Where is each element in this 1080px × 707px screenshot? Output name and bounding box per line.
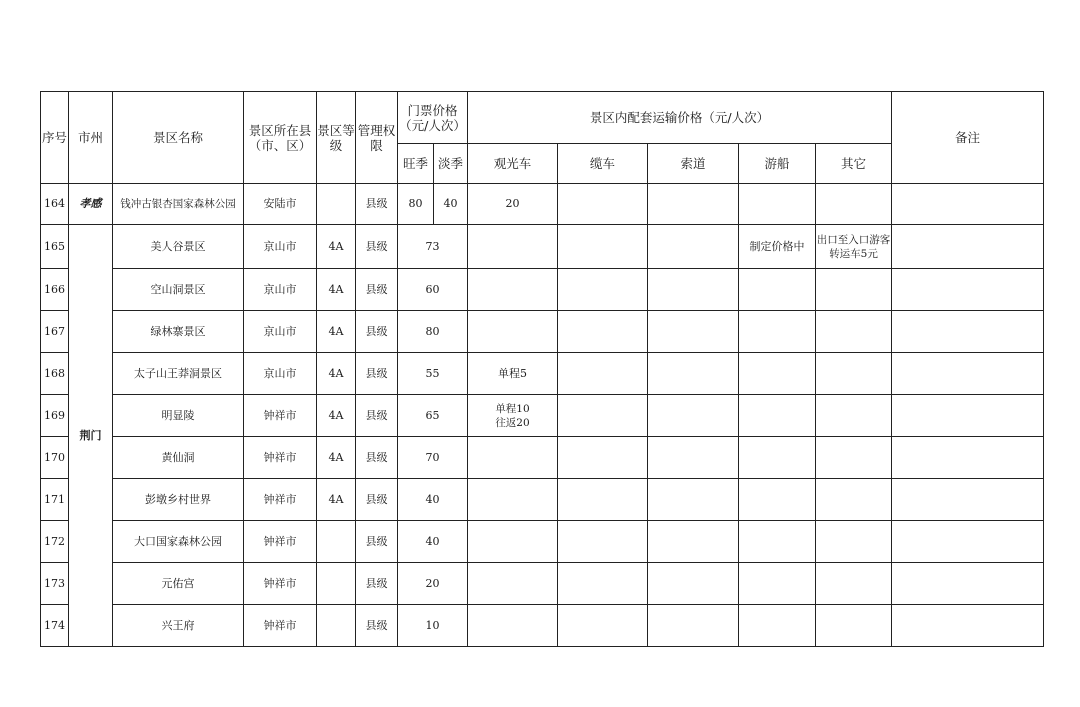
cell-sightseeing-car: 单程5 bbox=[468, 353, 558, 395]
cell-grade bbox=[317, 563, 356, 605]
cell-seq: 167 bbox=[41, 311, 69, 353]
cell-ticket-price: 20 bbox=[398, 563, 468, 605]
table-row bbox=[41, 437, 1044, 479]
cell-sightseeing-car bbox=[468, 269, 558, 311]
cell-cable-car bbox=[558, 184, 648, 225]
header-off: 淡季 bbox=[434, 144, 468, 184]
cell-county: 钟祥市 bbox=[244, 563, 317, 605]
cell-cable-car bbox=[558, 269, 648, 311]
table-row bbox=[41, 269, 1044, 311]
cell-ticket-price: 10 bbox=[398, 605, 468, 647]
cell-other: 出口至入口游客转运车5元 bbox=[816, 225, 892, 269]
header-ticket-price: 门票价格（元/人次） bbox=[398, 92, 468, 144]
cell-ropeway bbox=[648, 437, 739, 479]
cell-cable-car bbox=[558, 479, 648, 521]
cell-county: 京山市 bbox=[244, 225, 317, 269]
cell-ropeway bbox=[648, 184, 739, 225]
cell-ticket-price: 55 bbox=[398, 353, 468, 395]
cell-cruise bbox=[739, 184, 816, 225]
cell-city-merged: 荆门 bbox=[69, 225, 113, 647]
cell-scenic-name: 明显陵 bbox=[113, 395, 244, 437]
cell-remarks bbox=[892, 437, 1044, 479]
cell-ropeway bbox=[648, 353, 739, 395]
cell-ropeway bbox=[648, 563, 739, 605]
cell-authority: 县级 bbox=[356, 395, 398, 437]
cell-remarks bbox=[892, 605, 1044, 647]
cell-remarks bbox=[892, 184, 1044, 225]
cell-sightseeing-car bbox=[468, 605, 558, 647]
cell-cable-car bbox=[558, 395, 648, 437]
cell-county: 钟祥市 bbox=[244, 395, 317, 437]
cell-other bbox=[816, 311, 892, 353]
cell-scenic-name: 太子山王莽洞景区 bbox=[113, 353, 244, 395]
cell-cruise bbox=[739, 353, 816, 395]
header-other: 其它 bbox=[816, 144, 892, 184]
cell-sightseeing-car bbox=[468, 479, 558, 521]
cell-remarks bbox=[892, 269, 1044, 311]
cell-remarks bbox=[892, 479, 1044, 521]
cell-scenic-name: 绿林寨景区 bbox=[113, 311, 244, 353]
cell-grade: 4A bbox=[317, 269, 356, 311]
table-row bbox=[41, 521, 1044, 563]
cell-remarks bbox=[892, 395, 1044, 437]
cell-cruise bbox=[739, 269, 816, 311]
cell-cruise bbox=[739, 311, 816, 353]
header-sightseeing-car: 观光车 bbox=[468, 144, 558, 184]
cell-seq: 164 bbox=[41, 184, 69, 225]
cell-authority: 县级 bbox=[356, 605, 398, 647]
cell-scenic-name: 彭墩乡村世界 bbox=[113, 479, 244, 521]
cell-seq: 166 bbox=[41, 269, 69, 311]
cell-seq: 170 bbox=[41, 437, 69, 479]
cell-county: 钟祥市 bbox=[244, 437, 317, 479]
cell-sightseeing-car bbox=[468, 225, 558, 269]
cell-other bbox=[816, 521, 892, 563]
cell-sightseeing-car bbox=[468, 437, 558, 479]
cell-grade: 4A bbox=[317, 353, 356, 395]
cell-ticket-price: 73 bbox=[398, 225, 468, 269]
cell-scenic-name: 元佑宫 bbox=[113, 563, 244, 605]
cell-seq: 168 bbox=[41, 353, 69, 395]
cell-cable-car bbox=[558, 311, 648, 353]
cell-county: 钟祥市 bbox=[244, 479, 317, 521]
cell-off: 40 bbox=[434, 184, 468, 225]
header-transport-price: 景区内配套运输价格（元/人次） bbox=[468, 92, 892, 144]
table-row bbox=[41, 353, 1044, 395]
cell-peak: 80 bbox=[398, 184, 434, 225]
cell-other bbox=[816, 395, 892, 437]
cell-scenic-name: 大口国家森林公园 bbox=[113, 521, 244, 563]
cell-ticket-price: 70 bbox=[398, 437, 468, 479]
cell-remarks bbox=[892, 353, 1044, 395]
cell-other bbox=[816, 563, 892, 605]
cell-grade: 4A bbox=[317, 225, 356, 269]
cell-authority: 县级 bbox=[356, 311, 398, 353]
header-seq: 序号 bbox=[41, 92, 69, 184]
cell-cruise bbox=[739, 605, 816, 647]
scenic-price-table bbox=[40, 91, 1044, 647]
cell-ticket-price: 80 bbox=[398, 311, 468, 353]
cell-cable-car bbox=[558, 353, 648, 395]
table-row bbox=[41, 605, 1044, 647]
cell-seq: 174 bbox=[41, 605, 69, 647]
header-peak: 旺季 bbox=[398, 144, 434, 184]
cell-other bbox=[816, 437, 892, 479]
cell-remarks bbox=[892, 521, 1044, 563]
cell-authority: 县级 bbox=[356, 563, 398, 605]
cell-scenic-name: 空山洞景区 bbox=[113, 269, 244, 311]
cell-city: 孝感 bbox=[69, 184, 113, 225]
cell-cruise bbox=[739, 521, 816, 563]
cell-ticket-price: 40 bbox=[398, 521, 468, 563]
cell-grade: 4A bbox=[317, 311, 356, 353]
cell-grade: 4A bbox=[317, 479, 356, 521]
header-city: 市州 bbox=[69, 92, 113, 184]
cell-ropeway bbox=[648, 395, 739, 437]
cell-seq: 169 bbox=[41, 395, 69, 437]
cell-sightseeing-car bbox=[468, 563, 558, 605]
cell-scenic-name: 钱冲古银杏国家森林公园 bbox=[113, 184, 244, 225]
cell-county: 京山市 bbox=[244, 311, 317, 353]
cell-scenic-name: 黄仙洞 bbox=[113, 437, 244, 479]
header-ropeway: 索道 bbox=[648, 144, 739, 184]
cell-other bbox=[816, 353, 892, 395]
cell-sightseeing-car: 20 bbox=[468, 184, 558, 225]
cell-other bbox=[816, 479, 892, 521]
cell-sightseeing-car bbox=[468, 521, 558, 563]
cell-county: 钟祥市 bbox=[244, 605, 317, 647]
table-row bbox=[41, 563, 1044, 605]
cell-seq: 165 bbox=[41, 225, 69, 269]
cell-authority: 县级 bbox=[356, 353, 398, 395]
cell-authority: 县级 bbox=[356, 269, 398, 311]
cell-cruise bbox=[739, 563, 816, 605]
cell-sightseeing-car: 单程10 往返20 bbox=[468, 395, 558, 437]
cell-other bbox=[816, 184, 892, 225]
cell-authority: 县级 bbox=[356, 437, 398, 479]
cell-grade bbox=[317, 521, 356, 563]
table-row bbox=[41, 395, 1044, 437]
cell-grade: 4A bbox=[317, 437, 356, 479]
cell-cable-car bbox=[558, 437, 648, 479]
table-row bbox=[41, 184, 1044, 225]
table-row bbox=[41, 225, 1044, 269]
header-grade: 景区等级 bbox=[317, 92, 356, 184]
cell-cruise: 制定价格中 bbox=[739, 225, 816, 269]
cell-seq: 171 bbox=[41, 479, 69, 521]
cell-cable-car bbox=[558, 225, 648, 269]
cell-other bbox=[816, 605, 892, 647]
cell-grade bbox=[317, 184, 356, 225]
cell-ropeway bbox=[648, 521, 739, 563]
cell-cable-car bbox=[558, 605, 648, 647]
cell-county: 京山市 bbox=[244, 353, 317, 395]
header-remarks: 备注 bbox=[892, 92, 1044, 184]
table-row bbox=[41, 311, 1044, 353]
header-cruise: 游船 bbox=[739, 144, 816, 184]
cell-other bbox=[816, 269, 892, 311]
cell-ticket-price: 60 bbox=[398, 269, 468, 311]
cell-authority: 县级 bbox=[356, 521, 398, 563]
cell-cruise bbox=[739, 437, 816, 479]
table-row bbox=[41, 479, 1044, 521]
cell-scenic-name: 美人谷景区 bbox=[113, 225, 244, 269]
cell-ropeway bbox=[648, 605, 739, 647]
cell-county: 安陆市 bbox=[244, 184, 317, 225]
cell-authority: 县级 bbox=[356, 225, 398, 269]
cell-remarks bbox=[892, 311, 1044, 353]
header-county: 景区所在县（市、区） bbox=[244, 92, 317, 184]
cell-seq: 172 bbox=[41, 521, 69, 563]
cell-cruise bbox=[739, 479, 816, 521]
cell-authority: 县级 bbox=[356, 479, 398, 521]
cell-scenic-name: 兴王府 bbox=[113, 605, 244, 647]
cell-remarks bbox=[892, 225, 1044, 269]
cell-ropeway bbox=[648, 311, 739, 353]
cell-sightseeing-car bbox=[468, 311, 558, 353]
cell-cable-car bbox=[558, 563, 648, 605]
cell-county: 京山市 bbox=[244, 269, 317, 311]
cell-ropeway bbox=[648, 225, 739, 269]
cell-ropeway bbox=[648, 479, 739, 521]
cell-remarks bbox=[892, 563, 1044, 605]
cell-ticket-price: 40 bbox=[398, 479, 468, 521]
cell-seq: 173 bbox=[41, 563, 69, 605]
cell-cable-car bbox=[558, 521, 648, 563]
cell-grade: 4A bbox=[317, 395, 356, 437]
cell-grade bbox=[317, 605, 356, 647]
cell-authority: 县级 bbox=[356, 184, 398, 225]
cell-ticket-price: 65 bbox=[398, 395, 468, 437]
header-cable-car: 缆车 bbox=[558, 144, 648, 184]
header-authority: 管理权限 bbox=[356, 92, 398, 184]
cell-ropeway bbox=[648, 269, 739, 311]
header-scenic-name: 景区名称 bbox=[113, 92, 244, 184]
cell-cruise bbox=[739, 395, 816, 437]
cell-county: 钟祥市 bbox=[244, 521, 317, 563]
